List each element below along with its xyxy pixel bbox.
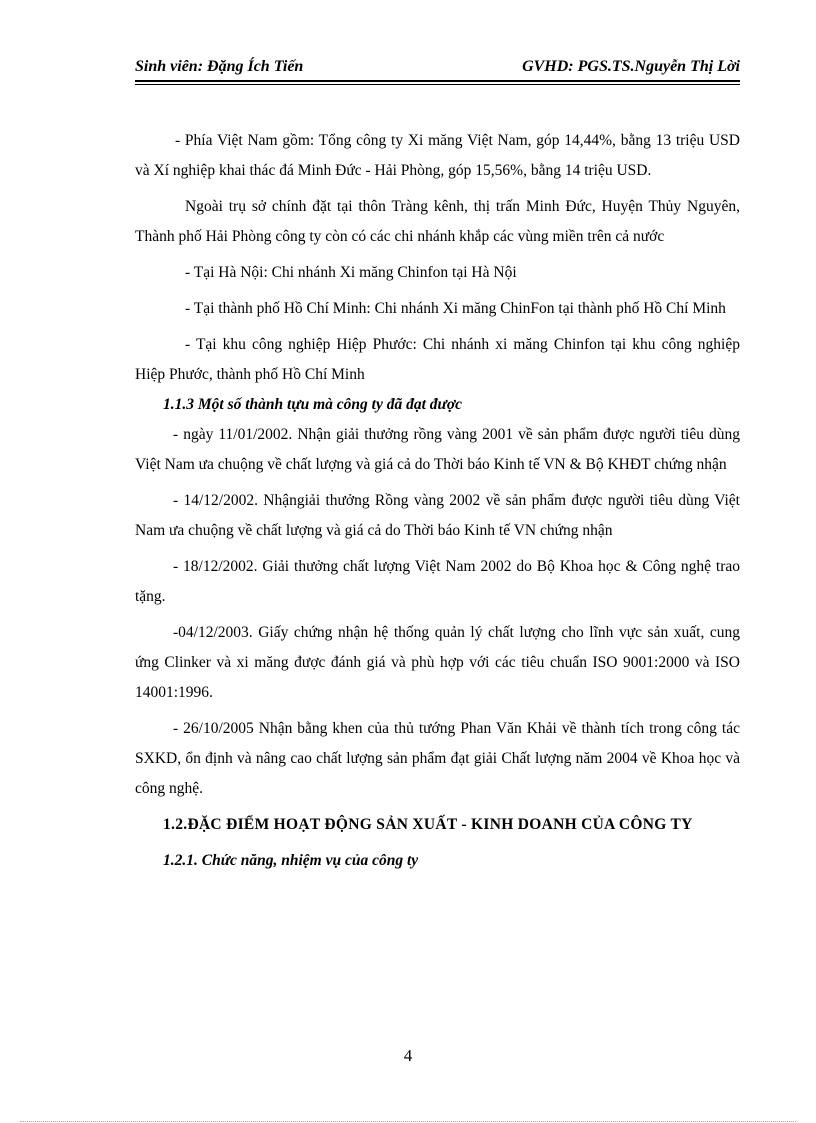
paragraph-branch-hiepphuoc: - Tại khu công nghiệp Hiệp Phước: Chi nhánh xi măng Chinfon tại khu công nghiệp Hiệp Phước, thành phố Hồ Chí Minh <box>135 336 740 383</box>
section-heading-1-2-1: 1.2.1. Chức năng, nhiệm vụ của công ty <box>163 852 419 869</box>
section-heading-1-2: 1.2.ĐẶC ĐIỂM HOẠT ĐỘNG SẢN XUẤT - KINH DOANH CỦA CÔNG TY <box>163 816 693 833</box>
paragraph-vietnam-partners: - Phía Việt Nam gồm: Tổng công ty Xi măng Việt Nam, góp 14,44%, bằng 13 triệu USD và Xí nghiệp khai thác đá Minh Đức - Hải Phòng, góp 15,56%, bằng 14 triệu USD. <box>135 132 740 179</box>
achievement-item: -04/12/2003. Giấy chứng nhận hệ thống quản lý chất lượng cho lĩnh vực sản xuất, cung ứng Clinker và xi măng được đánh giá và phù hợp với các tiêu chuẩn ISO 9001:2000 và ISO 14001:1996. <box>135 624 740 701</box>
page-header <box>135 56 740 82</box>
achievement-item: - 26/10/2005 Nhận bằng khen của thủ tướng Phan Văn Khải về thành tích trong công tác SXKD, ổn định và nâng cao chất lượng sản phẩm đạt giải Chất lượng năm 2004 về Khoa học và công nghệ. <box>135 720 740 797</box>
header-divider <box>135 84 740 85</box>
document-body <box>135 126 740 876</box>
header-advisor: GVHD: PGS.TS.Nguyễn Thị Lời <box>522 58 740 75</box>
header-student: Sinh viên: Đặng Ích Tiến <box>135 58 304 75</box>
section-heading-1-1-3: 1.1.3 Một số thành tựu mà công ty đã đạt được <box>163 396 463 413</box>
achievement-item: - 18/12/2002. Giải thưởng chất lượng Việt Nam 2002 do Bộ Khoa học & Công nghệ trao tặng. <box>135 558 740 605</box>
paragraph-branch-hanoi: - Tại Hà Nội: Chi nhánh Xi măng Chinfon tại Hà Nội <box>185 264 517 281</box>
footer-divider <box>20 1121 796 1122</box>
achievement-item: - 14/12/2002. Nhậngiải thưởng Rồng vàng 2002 về sản phẩm được người tiêu dùng Việt Nam ưa chuộng về chất lượng và giá cả do Thời báo Kinh tế VN chứng nhận <box>135 492 740 539</box>
paragraph-branch-hcm: - Tại thành phố Hồ Chí Minh: Chi nhánh Xi măng ChinFon tại thành phố Hồ Chí Minh <box>185 300 726 317</box>
paragraph-branches-intro: Ngoài trụ sở chính đặt tại thôn Tràng kênh, thị trấn Minh Đức, Huyện Thủy Nguyên, Thành phố Hải Phòng công ty còn có các chi nhánh khắp các vùng miền trên cả nước <box>135 198 740 245</box>
achievement-item: - ngày 11/01/2002. Nhận giải thưởng rồng vàng 2001 về sản phẩm được người tiêu dùng Việt Nam ưa chuộng về chất lượng và giá cả do Thời báo Kinh tế VN & Bộ KHĐT chứng nhận <box>135 426 740 473</box>
page-number: 4 <box>403 1046 413 1065</box>
